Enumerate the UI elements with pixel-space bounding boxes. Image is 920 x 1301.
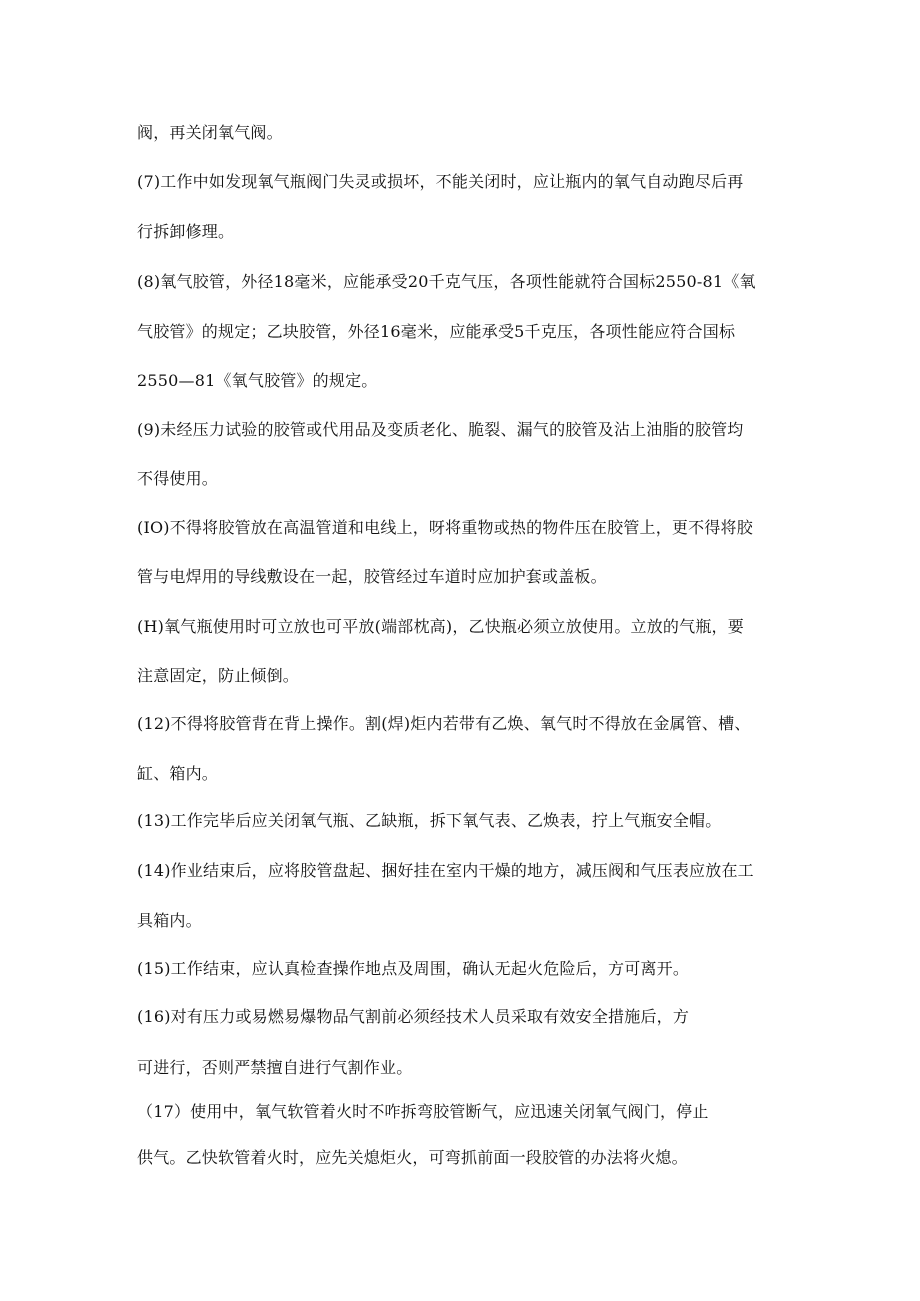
text-line: 具箱内。: [137, 911, 202, 930]
text-line: 气胶管》的规定；乙块胶管，外径16毫米，应能承受5千克压，各项性能应符合国标: [137, 322, 736, 341]
text-line: 阀，再关闭氧气阀。: [137, 123, 283, 142]
text-line: 不得使用。: [137, 469, 219, 488]
text-line: (14)作业结束后，应将胶管盘起、捆好挂在室内干燥的地方，减压阀和气压表应放在工: [137, 861, 754, 880]
text-line: (H)氧气瓶使用时可立放也可平放(端部枕高)，乙快瓶必须立放使用。立放的气瓶，要: [137, 617, 744, 636]
text-line: (13)工作完毕后应关闭氧气瓶、乙缺瓶，拆下氧气表、乙焕表，拧上气瓶安全帽。: [137, 811, 722, 830]
text-line: （17）使用中，氧气软管着火时不咋拆弯胶管断气，应迅速关闭氧气阀门，停止: [137, 1102, 709, 1121]
text-line: (15)工作结束，应认真检查操作地点及周围，确认无起火危险后，方可离开。: [137, 959, 690, 978]
text-line: (16)对有压力或易燃易爆物品气割前必须经技术人员采取有效安全措施后，方: [137, 1007, 690, 1026]
text-line: (8)氧气胶管，外径18毫米，应能承受20千克气压，各项性能就符合国标2550-81《氧: [137, 272, 756, 291]
text-line: (7)工作中如发现氧气瓶阀门失灵或损坏，不能关闭时，应让瓶内的氧气自动跑尽后再: [137, 172, 744, 191]
text-line: (9)未经压力试验的胶管或代用品及变质老化、脆裂、漏气的胶管及沾上油脂的胶管均: [137, 420, 744, 439]
text-line: 供气。乙快软管着火时，应先关熄炬火，可弯抓前面一段胶管的办法将火熄。: [137, 1148, 688, 1167]
text-line: (12)不得将胶管背在背上操作。割(焊)炬内若带有乙焕、氧气时不得放在金属管、槽、: [137, 714, 751, 733]
text-line: 2550—81《氧气胶管》的规定。: [137, 371, 378, 390]
text-line: (IO)不得将胶管放在高温管道和电线上，呀将重物或热的物件压在胶管上，更不得将胶: [137, 518, 753, 537]
text-line: 行拆卸修理。: [137, 222, 235, 241]
text-line: 管与电焊用的导线敷设在一起，胶管经过车道时应加护套或盖板。: [137, 567, 607, 586]
text-line: 可进行，否则严禁擅自进行气割作业。: [137, 1058, 413, 1077]
text-line: 缸、箱内。: [137, 764, 219, 783]
text-line: 注意固定，防止倾倒。: [137, 666, 300, 685]
